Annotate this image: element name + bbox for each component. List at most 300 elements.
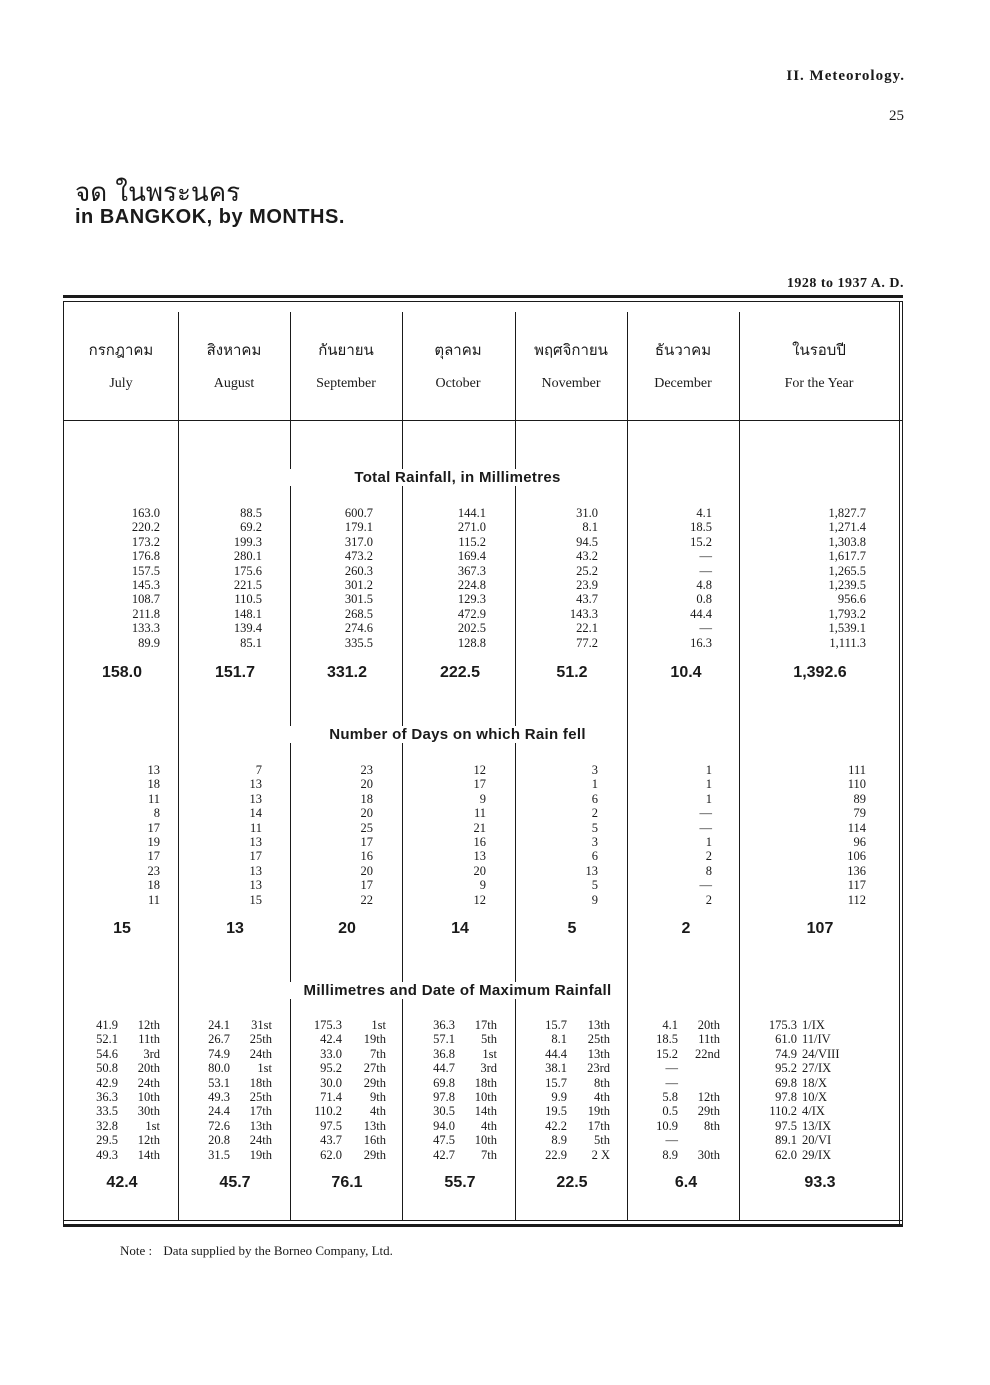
col-header-thai: ในรอบปี: [792, 341, 846, 359]
total-rainfall-average: 51.2: [556, 664, 588, 681]
table-cell: 3: [591, 763, 598, 777]
max-rainfall-date: 1st: [482, 1046, 497, 1061]
col-header-thai: กันยายน: [318, 341, 374, 359]
col-header-english: July: [109, 376, 133, 391]
table-cell: 1: [591, 777, 598, 792]
max-rainfall-value: 32.8: [96, 1118, 118, 1133]
table-cell: 301.5: [344, 592, 373, 607]
max-rainfall-date: 11/IV: [802, 1032, 831, 1047]
table-cell: 1: [705, 777, 712, 792]
col-divider-4: [515, 312, 516, 1220]
rain-days-column: [700, 763, 713, 907]
max-rainfall-value-column: [208, 1018, 230, 1162]
max-rainfall-value-column: [96, 1018, 118, 1162]
max-rainfall-value-column: [769, 1018, 797, 1162]
max-rainfall-value: 18.5: [656, 1032, 678, 1047]
max-rainfall-date: 3rd: [143, 1046, 160, 1061]
title-thai: จด ในพระนคร: [75, 178, 241, 208]
table-cell: 367.3: [457, 563, 486, 578]
total-rainfall-column: [829, 506, 867, 650]
max-rainfall-value: 57.1: [433, 1032, 455, 1047]
max-rainfall-value: 30.0: [320, 1075, 342, 1090]
max-rainfall-value: 29.5: [96, 1133, 118, 1148]
max-rainfall-date: 4th: [481, 1118, 497, 1133]
section-title-total-rainfall: Total Rainfall, in Millimetres: [290, 469, 625, 486]
table-cell: 3: [591, 835, 598, 850]
max-rainfall-date: [695, 1076, 720, 1090]
max-rainfall-date: 1st: [257, 1061, 272, 1076]
table-cell: 110: [847, 777, 866, 792]
max-rainfall-date: 4th: [594, 1090, 610, 1105]
max-rainfall-value: 95.2: [320, 1061, 342, 1076]
max-rainfall-value: 8.9: [551, 1133, 567, 1148]
max-rainfall-date: 24th: [137, 1075, 160, 1090]
table-cell: —: [699, 820, 712, 835]
max-rainfall-date: 4/IX: [802, 1104, 825, 1119]
max-rainfall-date: 24th: [249, 1046, 272, 1061]
table-cell: 1: [705, 791, 712, 806]
max-rainfall-average: 6.4: [674, 1174, 698, 1191]
max-rainfall-value: 15.2: [656, 1046, 678, 1061]
max-rainfall-date: 13/IX: [802, 1118, 832, 1133]
max-rainfall-value: 74.9: [775, 1046, 797, 1061]
table-cell: 20: [360, 777, 373, 792]
table-cell: 13: [249, 791, 262, 806]
max-rainfall-value: —: [665, 1133, 678, 1148]
left-border: [63, 301, 64, 1224]
max-rainfall-date: 16th: [363, 1133, 386, 1148]
table-cell: 18.5: [690, 520, 712, 535]
max-rainfall-date: 29/IX: [802, 1147, 832, 1162]
max-rainfall-value: 42.2: [545, 1118, 567, 1133]
col-header-english: December: [654, 376, 712, 391]
table-cell: 14: [249, 806, 262, 821]
max-rainfall-date-column: [695, 1018, 720, 1162]
table-cell: 15: [249, 892, 262, 907]
max-rainfall-date: 22nd: [695, 1046, 720, 1061]
max-rainfall-date-column: [587, 1018, 610, 1162]
table-cell: 13: [473, 849, 486, 864]
table-cell: 21: [473, 820, 486, 835]
table-cell: 600.7: [344, 506, 373, 520]
table-cell: 15.2: [690, 534, 712, 549]
table-cell: —: [699, 806, 712, 821]
table-cell: 1,617.7: [828, 549, 866, 564]
col-header-thai: ธันวาคม: [654, 341, 712, 359]
table-cell: 335.5: [344, 635, 373, 650]
max-rainfall-value: 95.2: [775, 1061, 797, 1076]
table-cell: 114: [847, 820, 866, 835]
max-rainfall-date: 24th: [249, 1133, 272, 1148]
col-divider-3: [402, 312, 403, 1220]
title-english: in BANGKOK, by MONTHS.: [75, 206, 345, 228]
max-rainfall-value-column: [433, 1018, 455, 1162]
max-rainfall-value: 24.1: [208, 1018, 230, 1032]
max-rainfall-value: 30.5: [433, 1104, 455, 1119]
table-cell: 129.3: [457, 592, 486, 607]
max-rainfall-average: 45.7: [219, 1174, 251, 1191]
total-rainfall-column: [132, 506, 160, 650]
table-cell: 1: [705, 835, 712, 850]
max-rainfall-value: 71.4: [320, 1090, 342, 1105]
col-header-thai: พฤศจิกายน: [534, 341, 608, 359]
max-rainfall-value: 53.1: [208, 1075, 230, 1090]
table-cell: —: [699, 621, 712, 636]
note-text: Data supplied by the Borneo Company, Ltd.: [163, 1243, 393, 1258]
table-cell: 23: [360, 763, 373, 777]
max-rainfall-date: 10th: [474, 1133, 497, 1148]
max-rainfall-value: 94.0: [433, 1118, 455, 1133]
table-cell: 2: [705, 892, 712, 907]
table-cell: 176.8: [131, 549, 160, 564]
table-cell: 17: [360, 835, 373, 850]
max-rainfall-value: 8.9: [662, 1147, 678, 1162]
max-rainfall-date: 7th: [481, 1147, 497, 1162]
max-rainfall-date: 20th: [137, 1061, 160, 1076]
max-rainfall-average: 55.7: [444, 1174, 476, 1191]
top-rule-thin: [63, 301, 903, 302]
total-rainfall-column: [234, 506, 262, 650]
header-rule: [63, 420, 903, 421]
col-header-thai: กรกฎาคม: [88, 341, 154, 359]
table-cell: 220.2: [131, 520, 160, 535]
table-cell: 18: [147, 878, 160, 893]
table-cell: 25: [360, 820, 373, 835]
table-cell: 12: [473, 763, 486, 777]
max-rainfall-value-column: [656, 1018, 678, 1162]
table-cell: 79: [853, 806, 866, 821]
col-header-thai: สิงหาคม: [206, 341, 262, 359]
max-rainfall-date: 29th: [363, 1147, 386, 1162]
max-rainfall-date: 12th: [137, 1018, 160, 1032]
table-cell: 5: [591, 878, 598, 893]
table-cell: 85.1: [240, 635, 262, 650]
max-rainfall-value: 24.4: [208, 1104, 230, 1119]
max-rainfall-value-column: [545, 1018, 567, 1162]
table-cell: 6: [591, 791, 598, 806]
top-rule: [63, 295, 903, 298]
max-rainfall-date: 7th: [370, 1046, 386, 1061]
max-rainfall-date: 25th: [587, 1032, 610, 1047]
table-cell: 268.5: [344, 606, 373, 621]
max-rainfall-average: 22.5: [556, 1174, 588, 1191]
max-rainfall-value: 50.8: [96, 1061, 118, 1076]
total-rainfall-average: 151.7: [214, 664, 256, 681]
max-rainfall-date: 30th: [137, 1104, 160, 1119]
max-rainfall-date: 20th: [697, 1018, 720, 1032]
max-rainfall-value: 110.2: [314, 1104, 342, 1119]
total-rainfall-column: [570, 506, 598, 650]
total-rainfall-column: [345, 506, 373, 650]
max-rainfall-date: 10/X: [802, 1090, 827, 1105]
table-cell: —: [699, 549, 712, 564]
max-rainfall-date: 4th: [370, 1104, 386, 1119]
max-rainfall-value: 44.4: [545, 1046, 567, 1061]
max-rainfall-value: 9.9: [551, 1090, 567, 1105]
table-cell: 117: [847, 878, 866, 893]
table-cell: 20: [360, 806, 373, 821]
col-divider-6: [739, 312, 740, 1220]
table-cell: 260.3: [344, 563, 373, 578]
total-rainfall-average: 1,392.6: [793, 664, 847, 681]
table-cell: 8: [705, 863, 712, 878]
col-divider-2: [290, 312, 291, 1220]
max-rainfall-value: 175.3: [313, 1018, 342, 1032]
right-border: [899, 301, 900, 1224]
table-cell: —: [699, 563, 712, 578]
table-cell: 9: [591, 892, 598, 907]
max-rainfall-date: 31st: [251, 1018, 272, 1032]
col-header-thai: ตุลาคม: [434, 341, 482, 359]
max-rainfall-value: 74.9: [208, 1046, 230, 1061]
right-border-outer: [902, 301, 903, 1224]
max-rainfall-value: 89.1: [775, 1133, 797, 1148]
max-rainfall-value: 42.4: [320, 1032, 342, 1047]
max-rainfall-value: 10.9: [656, 1118, 678, 1133]
table-cell: 179.1: [344, 520, 373, 535]
table-cell: 472.9: [457, 606, 486, 621]
max-rainfall-value: 38.1: [545, 1061, 567, 1076]
max-rainfall-value: 41.9: [96, 1018, 118, 1032]
table-cell: 2: [591, 806, 598, 821]
max-rainfall-date: 12th: [137, 1133, 160, 1148]
table-cell: 301.2: [344, 578, 373, 593]
max-rainfall-value: 49.3: [96, 1147, 118, 1162]
table-cell: 17: [473, 777, 486, 792]
table-cell: 18: [360, 791, 373, 806]
table-cell: 13: [585, 863, 598, 878]
max-rainfall-value: 62.0: [320, 1147, 342, 1162]
max-rainfall-value: 8.1: [551, 1032, 567, 1047]
max-rainfall-date: 3rd: [480, 1061, 497, 1076]
total-rainfall-column: [458, 506, 486, 650]
max-rainfall-value: 62.0: [775, 1147, 797, 1162]
table-cell: 173.2: [131, 534, 160, 549]
rain-days-column: [474, 763, 487, 907]
section-title-max-rainfall: Millimetres and Date of Maximum Rainfall: [290, 982, 625, 999]
table-cell: 110.5: [234, 592, 262, 607]
table-cell: 128.8: [457, 635, 486, 650]
max-rainfall-date: 17th: [474, 1018, 497, 1032]
max-rainfall-value: 36.3: [433, 1018, 455, 1032]
table-cell: 1,827.7: [828, 506, 866, 520]
max-rainfall-value: 33.5: [96, 1104, 118, 1119]
table-cell: 221.5: [233, 578, 262, 593]
table-cell: 169.4: [457, 549, 486, 564]
table-cell: —: [699, 878, 712, 893]
table-cell: 11: [473, 806, 486, 821]
table-cell: 143.3: [569, 606, 598, 621]
rain-days-average: 5: [567, 920, 577, 937]
max-rainfall-value: 97.8: [433, 1090, 455, 1105]
max-rainfall-date: 24/VIII: [802, 1046, 840, 1061]
max-rainfall-value: 97.5: [320, 1118, 342, 1133]
period-label: 1928 to 1937 A. D.: [786, 276, 904, 291]
table-cell: 11: [249, 820, 262, 835]
max-rainfall-date: 27/IX: [802, 1061, 832, 1076]
table-cell: 11: [147, 791, 160, 806]
table-cell: 136: [847, 863, 866, 878]
max-rainfall-value: 61.0: [775, 1032, 797, 1047]
table-cell: 4.1: [696, 506, 712, 520]
total-rainfall-average: 158.0: [101, 664, 143, 681]
table-cell: 157.5: [131, 563, 160, 578]
max-rainfall-value: 36.8: [433, 1046, 455, 1061]
table-cell: 20: [473, 863, 486, 878]
table-cell: 20: [360, 863, 373, 878]
table-cell: 1,271.4: [828, 520, 866, 535]
max-rainfall-date: 11th: [138, 1032, 160, 1047]
col-header-english: August: [213, 376, 255, 391]
table-cell: 9: [479, 791, 486, 806]
max-rainfall-value: 5.8: [662, 1090, 678, 1105]
max-rainfall-date: 1/IX: [802, 1018, 825, 1032]
max-rainfall-date-column: [138, 1018, 160, 1162]
table-cell: 139.4: [233, 621, 262, 636]
max-rainfall-average: 42.4: [106, 1174, 138, 1191]
table-cell: 16.3: [690, 635, 712, 650]
table-cell: 4.8: [696, 578, 712, 593]
rain-days-column: [361, 763, 374, 907]
table-cell: 6: [591, 849, 598, 864]
table-cell: 473.2: [344, 549, 373, 564]
table-cell: 19: [147, 835, 160, 850]
table-cell: 145.3: [131, 578, 160, 593]
max-rainfall-date: 8th: [594, 1075, 610, 1090]
table-cell: 108.7: [131, 592, 160, 607]
max-rainfall-value: 0.5: [662, 1104, 678, 1119]
table-cell: 8: [153, 806, 160, 821]
max-rainfall-date: 18th: [474, 1075, 497, 1090]
section-title-rain-days: Number of Days on which Rain fell: [290, 726, 625, 743]
page-number: 25: [889, 108, 904, 124]
table-cell: 18: [147, 777, 160, 792]
table-cell: 9: [479, 878, 486, 893]
max-rainfall-date-column: [802, 1018, 840, 1162]
max-rainfall-date: 17th: [587, 1118, 610, 1133]
max-rainfall-date-column: [250, 1018, 272, 1162]
max-rainfall-value: 44.7: [433, 1061, 455, 1076]
max-rainfall-date: 10th: [137, 1090, 160, 1105]
rain-days-column: [148, 763, 161, 907]
max-rainfall-date: 5th: [594, 1133, 610, 1148]
table-cell: 133.3: [131, 621, 160, 636]
max-rainfall-date: 14th: [137, 1147, 160, 1162]
bottom-rule: [63, 1224, 903, 1227]
max-rainfall-value: 22.9: [545, 1147, 567, 1162]
table-cell: 17: [147, 849, 160, 864]
max-rainfall-value-column: [314, 1018, 342, 1162]
table-cell: 112: [847, 892, 866, 907]
max-rainfall-date: 25th: [249, 1090, 272, 1105]
max-rainfall-value: 26.7: [208, 1032, 230, 1047]
max-rainfall-value: 80.0: [208, 1061, 230, 1076]
table-cell: 89.9: [138, 635, 160, 650]
rain-days-column: [586, 763, 599, 907]
table-cell: 16: [360, 849, 373, 864]
max-rainfall-date: 13th: [587, 1046, 610, 1061]
table-cell: 8.1: [582, 520, 598, 535]
max-rainfall-date: 23rd: [587, 1061, 610, 1076]
table-cell: 43.7: [576, 592, 598, 607]
table-cell: 22: [360, 892, 373, 907]
max-rainfall-value: 49.3: [208, 1090, 230, 1105]
table-cell: 16: [473, 835, 486, 850]
table-cell: 1,111.3: [829, 635, 866, 650]
max-rainfall-value: 31.5: [208, 1147, 230, 1162]
max-rainfall-date: 17th: [249, 1104, 272, 1119]
running-header: II. Meteorology.: [786, 68, 905, 84]
max-rainfall-date: 13th: [363, 1118, 386, 1133]
max-rainfall-date: [695, 1061, 720, 1075]
table-cell: 69.2: [240, 520, 262, 535]
max-rainfall-date: 18th: [249, 1075, 272, 1090]
table-cell: 94.5: [576, 534, 598, 549]
table-cell: 5: [591, 820, 598, 835]
total-rainfall-average: 331.2: [326, 664, 368, 681]
table-cell: 280.1: [233, 549, 262, 564]
col-header-english: November: [541, 376, 601, 391]
max-rainfall-date: 5th: [481, 1032, 497, 1047]
max-rainfall-value: 69.8: [433, 1075, 455, 1090]
table-cell: 1: [705, 763, 712, 777]
max-rainfall-date: 19th: [363, 1032, 386, 1047]
max-rainfall-value: 47.5: [433, 1133, 455, 1148]
rain-days-column: [250, 763, 263, 907]
table-cell: 199.3: [233, 534, 262, 549]
max-rainfall-value: 42.9: [96, 1075, 118, 1090]
max-rainfall-value: 110.2: [769, 1104, 797, 1119]
max-rainfall-average: 93.3: [804, 1174, 836, 1191]
max-rainfall-value: 15.7: [545, 1018, 567, 1032]
max-rainfall-value: 69.8: [775, 1075, 797, 1090]
max-rainfall-date: [695, 1133, 720, 1147]
table-cell: 1,239.5: [828, 578, 866, 593]
table-cell: 115.2: [458, 534, 486, 549]
max-rainfall-value: 19.5: [545, 1104, 567, 1119]
max-rainfall-date-column: [364, 1018, 386, 1162]
rain-days-average: 20: [338, 920, 356, 937]
table-cell: 0.8: [696, 592, 712, 607]
max-rainfall-date: 19th: [249, 1147, 272, 1162]
max-rainfall-value: 33.0: [320, 1046, 342, 1061]
table-cell: 96: [853, 835, 866, 850]
col-divider-1: [178, 312, 179, 1220]
rain-days-average: 15: [113, 920, 131, 937]
col-header-english: September: [316, 376, 376, 391]
table-cell: 274.6: [344, 621, 373, 636]
max-rainfall-average: 76.1: [331, 1174, 363, 1191]
table-cell: 2: [705, 849, 712, 864]
max-rainfall-value: 42.7: [433, 1147, 455, 1162]
table-cell: 202.5: [457, 621, 486, 636]
max-rainfall-value: 97.5: [775, 1118, 797, 1133]
table-cell: 17: [360, 878, 373, 893]
table-cell: 956.6: [837, 592, 866, 607]
total-rainfall-average: 10.4: [670, 664, 702, 681]
table-cell: 106: [847, 849, 866, 864]
table-cell: 23.9: [576, 578, 598, 593]
total-rainfall-column: [690, 506, 712, 650]
max-rainfall-value: 52.1: [96, 1032, 118, 1047]
table-cell: 31.0: [576, 506, 598, 520]
table-cell: 317.0: [344, 534, 373, 549]
max-rainfall-value: 97.8: [775, 1090, 797, 1105]
table-cell: 44.4: [690, 606, 712, 621]
max-rainfall-date: 10th: [474, 1090, 497, 1105]
max-rainfall-date: 18/X: [802, 1075, 827, 1090]
table-cell: 211.8: [132, 606, 160, 621]
